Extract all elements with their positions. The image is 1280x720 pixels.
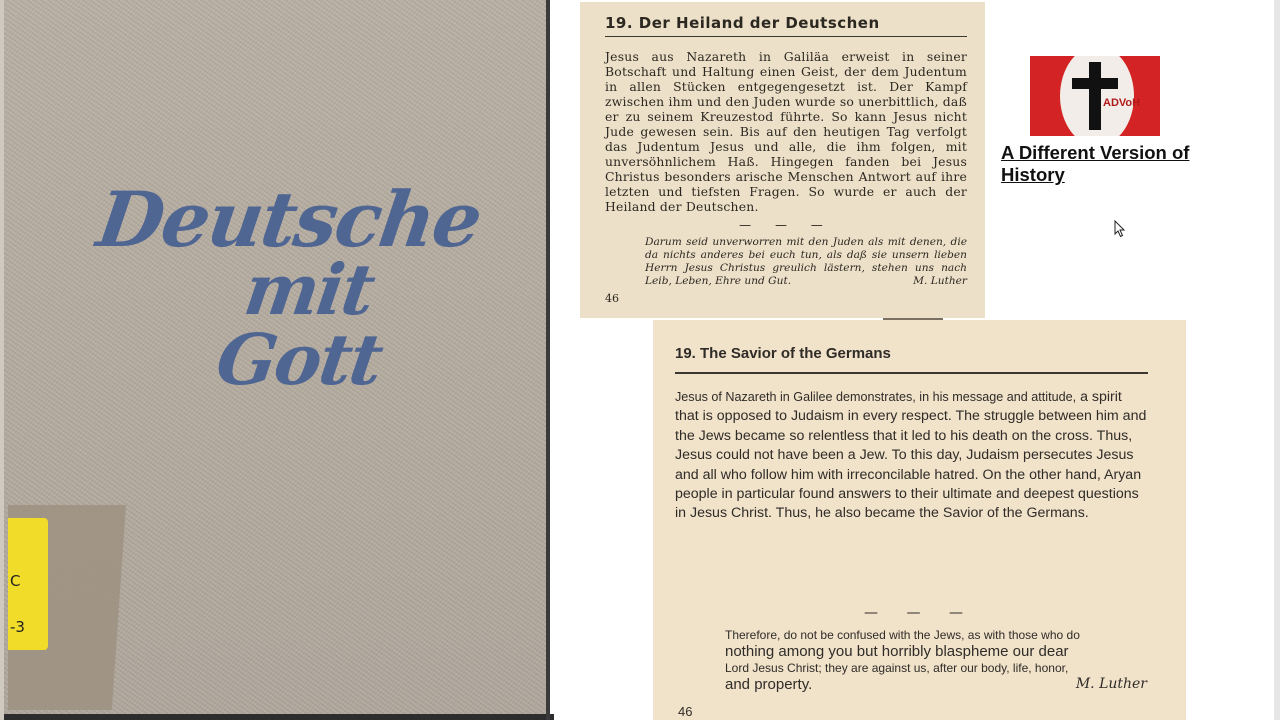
german-quote: [645, 236, 967, 288]
english-separator: — — —: [864, 605, 975, 621]
advoh-logo[interactable]: [1030, 56, 1160, 136]
english-quote-line-3: Lord Jesus Christ; they are against us, after our body, life, honor,: [725, 661, 1069, 675]
logo-text: ADVoH: [1103, 97, 1141, 109]
cover-title-line-1: Deutsche: [92, 175, 486, 264]
cover-title-line-3: Gott: [211, 318, 387, 401]
scrollbar-track[interactable]: [1274, 0, 1280, 720]
english-page-number: 46: [678, 704, 693, 719]
different-version-of-history-link[interactable]: A Different Version of History: [1001, 142, 1190, 185]
english-quote-line-2: nothing among you but horribly blaspheme our dear: [725, 643, 1069, 660]
cover-title-line-2: mit: [239, 248, 379, 331]
english-page-body: [675, 388, 1148, 524]
english-quote-line-4: and property.: [725, 676, 813, 693]
german-separator: — — —: [739, 218, 833, 232]
english-page-heading: 19. The Savior of the Germans: [675, 345, 1148, 374]
mouse-pointer-icon: [1114, 220, 1126, 238]
german-quote-author: M. Luther: [913, 275, 967, 287]
english-quote: [725, 627, 1147, 693]
english-quote-line-1: Therefore, do not be confused with the Jews, as with those who do: [725, 628, 1080, 642]
call-number-line-2: -3: [10, 618, 25, 636]
german-page-scan: [580, 2, 985, 318]
english-body-first-line: Jesus of Nazareth in Galilee demonstrates, in his message and attitude,: [675, 390, 1077, 404]
german-page-number: 46: [605, 292, 619, 305]
german-page-heading: 19. Der Heiland der Deutschen: [605, 14, 967, 37]
english-body-rest: a spirit that is opposed to Judaism in every respect. The struggle between him and the Jews became so relentless that it led to his death on the cross. Thus, Jesus could not have been a Jew. To this day, Judaism persecutes Jesus and all who follow him with irreconcilable hatred. On the other hand, Aryan people in particular found answers to their ultimate and deepest questions in Jesus Christ. Thus, he also became the Savior of the Germans.: [675, 389, 1147, 522]
german-page-body: Jesus aus Nazareth in Galiläa erweist in seiner Botschaft und Haltung einen Geist, der dem Judentum in allen Stücken entgegengesetzt ist. Der Kampf zwischen ihm und den Juden wurde so unerbittlich, daß er zu seinem Kreuzestod führte. So kann Jesus nicht Jude gewesen sein. Bis auf den heutigen Tag verfolgt das Judentum Jesus und alle, die ihm folgen, mit unversöhnlichem Haß. Hingegen fanden bei Jesus Christus besonders arische Menschen Antwort auf ihre letzten und tiefsten Fragen. So wurde er auch der Heiland der Deutschen.: [605, 49, 967, 214]
german-quote-text: Darum seid unverworren mit den Juden als mit denen, die da nichts anderes bei euch tun, als daß sie unsern lieben Herrn Jesus Christus greulich lästern, stehen uns nach Leib, Leben, Ehre und Gut.: [645, 236, 967, 287]
book-cover-image: [0, 0, 550, 720]
cross-icon: [1030, 56, 1160, 136]
english-quote-author: M. Luther: [1075, 676, 1147, 692]
english-translation-page: [653, 320, 1186, 720]
cover-bottom-edge: [4, 714, 554, 720]
call-number-line-1: C: [10, 572, 21, 590]
